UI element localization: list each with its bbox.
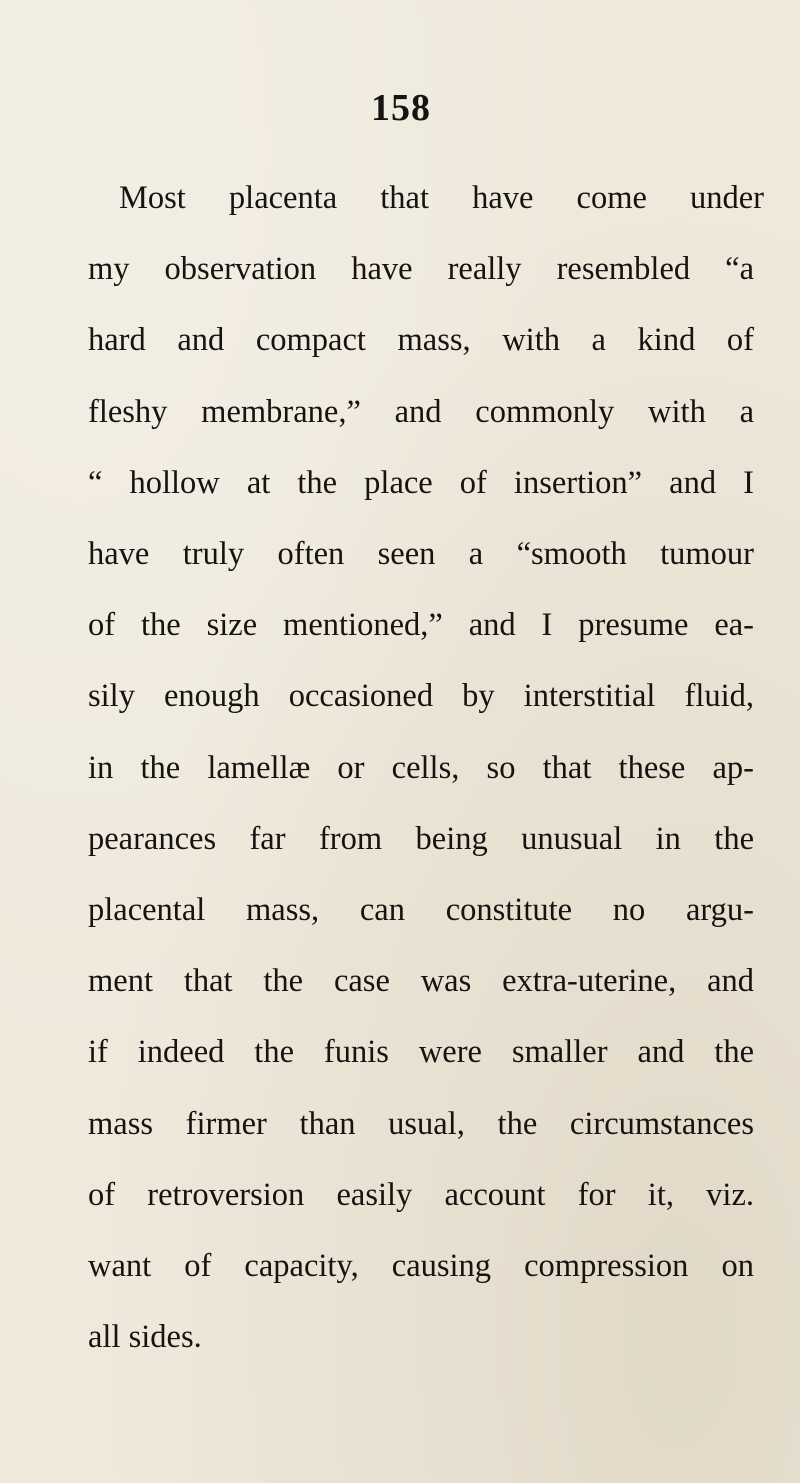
text-line: “ hollow at the place of insertion” and I xyxy=(88,465,754,501)
text-line: mass firmer than usual, the circumstances xyxy=(88,1106,754,1142)
text-line: want of capacity, causing compression on xyxy=(88,1248,754,1284)
text-line: of the size mentioned,” and I presume ea- xyxy=(88,607,754,643)
text-line: in the lamellæ or cells, so that these ap- xyxy=(88,750,754,786)
text-line: of retroversion easily account for it, viz. xyxy=(88,1177,754,1213)
text-line: Most placenta that have come under xyxy=(119,180,764,216)
text-line: fleshy membrane,” and commonly with a xyxy=(88,394,754,430)
text-line: all sides. xyxy=(88,1319,202,1355)
text-line: my observation have really resembled “a xyxy=(88,251,754,287)
page-number: 158 xyxy=(371,87,431,129)
text-line: have truly often seen a “smooth tumour xyxy=(88,536,754,572)
text-line: sily enough occasioned by interstitial fluid, xyxy=(88,678,754,714)
text-line: pearances far from being unusual in the xyxy=(88,821,754,857)
text-line: placental mass, can constitute no argu- xyxy=(88,892,754,928)
text-line: if indeed the funis were smaller and the xyxy=(88,1034,754,1070)
text-line: hard and compact mass, with a kind of xyxy=(88,322,754,358)
text-line: ment that the case was extra-uterine, and xyxy=(88,963,754,999)
